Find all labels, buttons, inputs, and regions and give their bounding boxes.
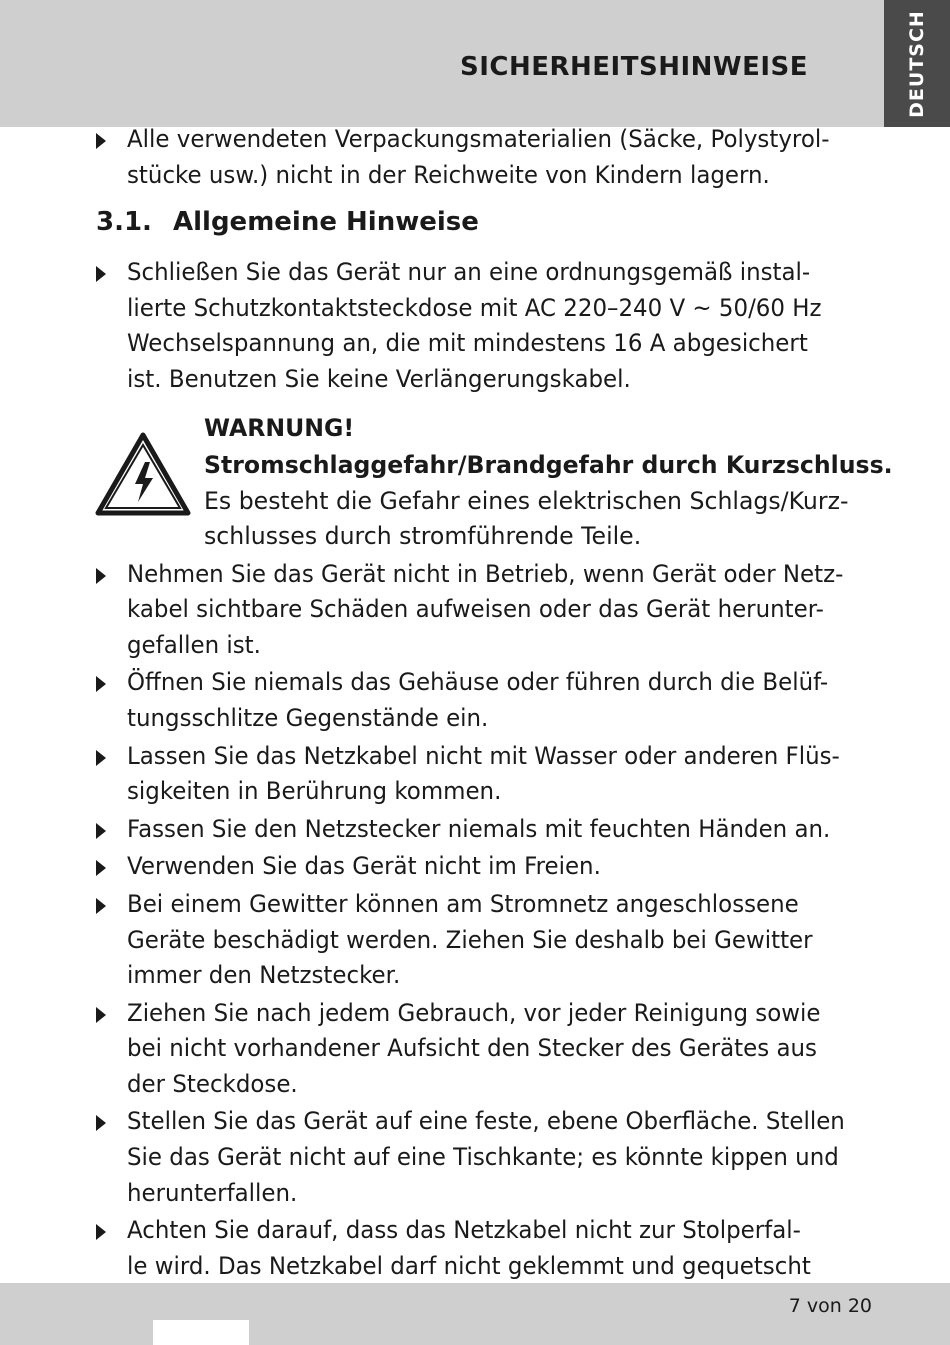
section-title: Allgemeine Hinweise [173, 207, 479, 238]
bullet-water [0, 739, 950, 810]
language-tab-label: DEUTSCH [906, 9, 928, 118]
bullet-text: Schließen Sie das Gerät nur an eine ordnungsgemäß instal- lierte Schutzkontaktsteckdose mit AC 220–240 V ~ 50/60 Hz Wechselspannung an, die mit mindestens 16 A abgesichert ist. Benutzen Sie keine Verlängerungskabel. [127, 258, 822, 393]
bullet-text: Öffnen Sie niemals das Gehäuse oder führen durch die Belüf- tungsschlitze Gegenstände ein. [127, 668, 829, 732]
bullet-arrow-icon [96, 823, 106, 839]
electric-hazard-icon [95, 432, 191, 516]
bullet-outdoors [0, 849, 950, 885]
bullet-arrow-icon [96, 860, 106, 876]
bullet-text: Stellen Sie das Gerät auf eine feste, ebene Oberfläche. Stellen Sie das Gerät nicht auf eine Tischkante; es könnte kippen und herunterfallen. [127, 1107, 845, 1207]
warning-line: Es besteht die Gefahr eines elektrischen Schlags/Kurz- [204, 486, 849, 515]
bullet-text: Verwenden Sie das Gerät nicht im Freien. [127, 852, 601, 881]
bullet-unplug [0, 996, 950, 1103]
bullet-surface [0, 1104, 950, 1211]
footer-tab-marker [153, 1320, 249, 1345]
bullet-arrow-icon [96, 1007, 106, 1023]
bullet-cable-trip [0, 1213, 950, 1284]
bullet-arrow-icon [96, 1224, 106, 1240]
bullet-text: Nehmen Sie das Gerät nicht in Betrieb, wenn Gerät oder Netz- kabel sichtbare Schäden aufweisen oder das Gerät herunter- gefallen ist. [127, 559, 844, 659]
bullet-text: Bei einem Gewitter können am Stromnetz angeschlossene Geräte beschädigt werden. Ziehen Sie deshalb bei Gewitter immer den Netzstecker. [127, 889, 813, 990]
warning-block [0, 410, 950, 555]
bullet-power-connection [0, 255, 950, 397]
bullet-arrow-icon [96, 898, 106, 914]
bullet-wet-hands [0, 812, 950, 848]
page-number: 7 von 20 [788, 1295, 872, 1317]
bullet-arrow-icon [96, 568, 106, 584]
bullet-text: Achten Sie darauf, dass das Netzkabel nicht zur Stolperfal- le wird. Das Netzkabel darf nicht geklemmt und gequetscht [127, 1216, 811, 1280]
bullet-text: Ziehen Sie nach jedem Gebrauch, vor jeder Reinigung sowie bei nicht vorhandener Aufsicht den Stecker des Gerätes aus der Steckdose. [127, 998, 821, 1098]
bullet-arrow-icon [96, 676, 106, 692]
bullet-damage [0, 557, 950, 664]
bullet-arrow-icon [96, 133, 106, 149]
warning-line: schlusses durch stromführende Teile. [204, 521, 642, 550]
page-title: SICHERHEITSHINWEISE [460, 52, 808, 82]
bullet-text: Alle verwendeten Verpackungsmaterialien (Säcke, Polystyrol- stücke usw.) nicht in der Reichweite von Kindern lagern. [127, 125, 830, 189]
section-heading [0, 207, 950, 247]
bullet-arrow-icon [96, 750, 106, 766]
bullet-housing [0, 665, 950, 736]
bullet-text: Fassen Sie den Netzstecker niemals mit feuchten Händen an. [127, 814, 831, 843]
page-footer [0, 1283, 950, 1345]
bullet-text: Lassen Sie das Netzkabel nicht mit Wasser oder anderen Flüs- sigkeiten in Berührung kommen. [127, 741, 840, 806]
bullet-arrow-icon [96, 1115, 106, 1131]
bullet-arrow-icon [96, 266, 106, 282]
warning-text [204, 410, 893, 554]
warning-subheading: Stromschlaggefahr/Brandgefahr durch Kurzschluss. [204, 450, 893, 479]
warning-heading: WARNUNG! [204, 413, 355, 442]
bullet-packaging [0, 122, 950, 193]
bullet-thunderstorm [0, 887, 950, 994]
section-number: 3.1. [96, 207, 152, 238]
page-header [0, 0, 884, 127]
language-tab [884, 0, 950, 127]
page-content [0, 122, 950, 1284]
